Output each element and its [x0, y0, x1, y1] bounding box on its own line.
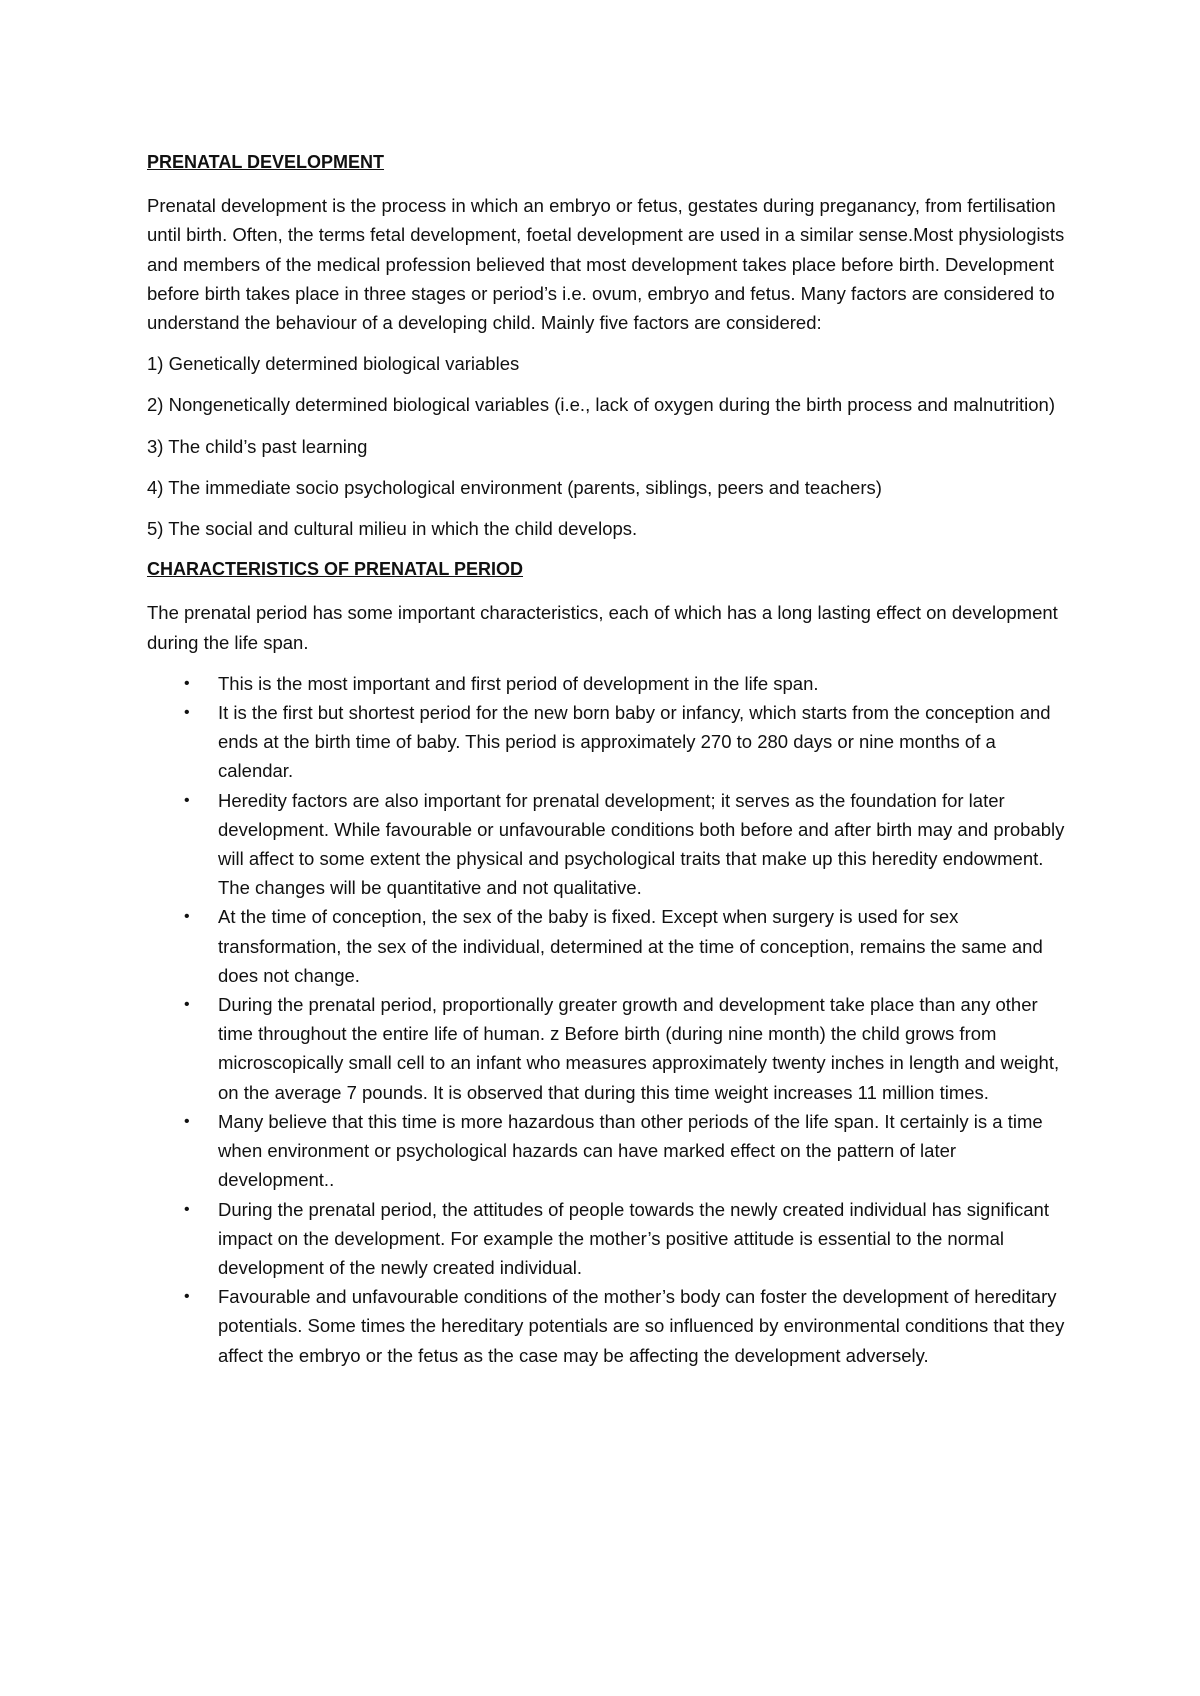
- list-item: [147, 1195, 1067, 1283]
- list-item: [147, 698, 1067, 786]
- list-item-text: This is the most important and first period of development in the life span.: [218, 672, 819, 694]
- list-item-text: It is the first but shortest period for the new born baby or infancy, which starts from the conception and ends at the birth time of baby. This period is approximately 270 to 280 days or nine months of a calendar.: [218, 702, 1051, 782]
- list-item: [147, 990, 1067, 1107]
- document-page: [147, 148, 1067, 1370]
- list-item-text: During the prenatal period, proportionally greater growth and development take place than any other time throughout the entire life of human. z Before birth (during nine month) the child grows from microscopically small cell to an infant who measures approximately twenty inches in length and weight, on the average 7 pounds. It is observed that during this time weight increases 11 million times.: [218, 994, 1060, 1103]
- intro-paragraph: Prenatal development is the process in which an embryo or fetus, gestates during preganancy, from fertilisation until birth. Often, the terms fetal development, foetal development are used in a similar sense.Most physiologists and members of the medical profession believed that most development takes place before birth. Development before birth takes place in three stages or period’s i.e. ovum, embryo and fetus. Many factors are considered to understand the behaviour of a developing child. Mainly five factors are considered:: [147, 195, 1065, 334]
- list-item-text: Many believe that this time is more hazardous than other periods of the life span. It certainly is a time when environment or psychological hazards can have marked effect on the pattern of later development..: [218, 1110, 1043, 1191]
- section-heading: CHARACTERISTICS OF PRENATAL PERIOD: [147, 559, 524, 580]
- list-item: [147, 1282, 1067, 1370]
- bullet-icon: •: [184, 908, 190, 926]
- list-item-text: During the prenatal period, the attitudes of people towards the newly created individual has significant impact on the development. For example the mother’s positive attitude is essential to the normal development of the newly created individual.: [218, 1198, 1049, 1278]
- list-item-text: Favourable and unfavourable conditions of the mother’s body can foster the development of hereditary potentials. Some times the hereditary potentials are so influenced by environmental conditions that they affect the embryo or the fetus as the case may be affecting the development adversely.: [218, 1286, 1065, 1366]
- bullet-icon: •: [184, 1200, 190, 1218]
- list-item: [147, 669, 1067, 698]
- factor-item: 5) The social and cultural milieu in which the child develops.: [147, 518, 638, 540]
- list-item: [147, 902, 1067, 990]
- characteristics-intro: The prenatal period has some important characteristics, each of which has a long lasting effect on development during the life span.: [147, 602, 1058, 653]
- list-item-text: Heredity factors are also important for prenatal development; it serves as the foundation for later development. While favourable or unfavourable conditions both before and after birth may and probably will affect to some extent the physical and psychological traits that make up this heredity endowment. The changes will be quantitative and not qualitative.: [218, 789, 1065, 899]
- list-item-text: At the time of conception, the sex of the baby is fixed. Except when surgery is used for sex transformation, the sex of the individual, determined at the time of conception, remains the same and does not change.: [218, 906, 1043, 986]
- bullet-icon: •: [184, 1112, 190, 1130]
- list-item: [147, 786, 1067, 903]
- factor-item: 4) The immediate socio psychological environment (parents, siblings, peers and teachers): [147, 476, 882, 498]
- bullet-icon: •: [184, 1288, 190, 1306]
- factor-item: 3) The child’s past learning: [147, 435, 368, 457]
- bullet-icon: •: [184, 704, 190, 722]
- characteristics-list: [147, 669, 1067, 1370]
- factor-item: 2) Nongenetically determined biological variables (i.e., lack of oxygen during the birth process and malnutrition): [147, 394, 1056, 416]
- section-heading: PRENATAL DEVELOPMENT: [147, 152, 385, 172]
- factor-item: 1) Genetically determined biological variables: [147, 353, 520, 375]
- list-item: [147, 1107, 1067, 1195]
- bullet-icon: •: [184, 996, 190, 1014]
- bullet-icon: •: [184, 791, 190, 809]
- bullet-icon: •: [184, 674, 190, 692]
